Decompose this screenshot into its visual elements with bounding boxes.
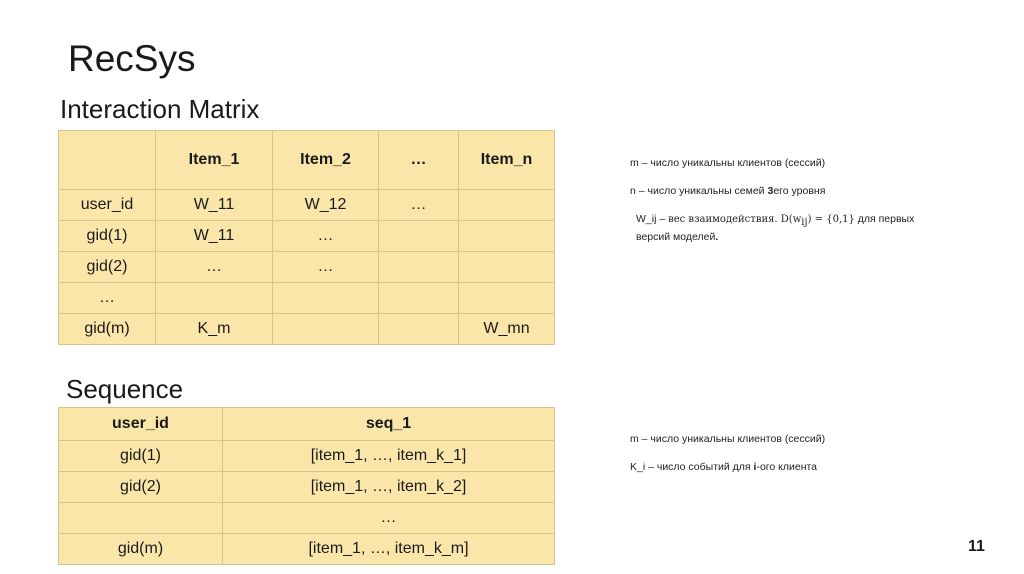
table-cell: gid(1)	[59, 221, 156, 252]
table-cell: gid(2)	[59, 252, 156, 283]
table-row	[59, 472, 555, 503]
table-cell	[273, 283, 379, 314]
matrix-notes	[630, 156, 960, 258]
table-cell: …	[156, 252, 273, 283]
table-cell: …	[273, 221, 379, 252]
page-number: 11	[968, 538, 985, 555]
header-cell: Item_2	[273, 131, 379, 190]
interaction-matrix-table	[58, 130, 555, 345]
header-cell	[59, 131, 156, 190]
table-cell: [item_1, …, item_k_2]	[223, 472, 555, 503]
table-cell: gid(1)	[59, 441, 223, 472]
header-cell: seq_1	[223, 408, 555, 441]
table-cell	[459, 283, 555, 314]
header-cell: Item_1	[156, 131, 273, 190]
table-cell: W_mn	[459, 314, 555, 345]
sequence-notes	[630, 432, 960, 488]
table-row	[59, 190, 555, 221]
table-cell	[379, 221, 459, 252]
table-cell: [item_1, …, item_k_m]	[223, 534, 555, 565]
table-cell	[379, 252, 459, 283]
table-row	[59, 503, 555, 534]
interaction-matrix-heading: Interaction Matrix	[60, 94, 260, 124]
table-header-row	[59, 408, 555, 441]
table-cell	[459, 221, 555, 252]
table-cell: gid(m)	[59, 534, 223, 565]
table-cell: K_m	[156, 314, 273, 345]
sequence-table	[58, 407, 555, 565]
table-row	[59, 283, 555, 314]
table-cell	[156, 283, 273, 314]
table-cell: W_12	[273, 190, 379, 221]
note-m: m – число уникальны клиентов (сессий)	[630, 433, 826, 445]
table-cell	[59, 503, 223, 534]
table-cell	[273, 314, 379, 345]
table-cell	[379, 314, 459, 345]
table-cell	[459, 190, 555, 221]
table-row	[59, 534, 555, 565]
table-cell	[379, 283, 459, 314]
table-cell: …	[223, 503, 555, 534]
header-cell: user_id	[59, 408, 223, 441]
note-m: m – число уникальны клиентов (сессий)	[630, 157, 826, 169]
slide-title: RecSys	[68, 38, 196, 79]
table-cell: …	[59, 283, 156, 314]
table-header-row	[59, 131, 555, 190]
table-row	[59, 441, 555, 472]
table-cell	[459, 252, 555, 283]
table-cell: …	[379, 190, 459, 221]
table-cell: gid(2)	[59, 472, 223, 503]
sequence-heading: Sequence	[66, 374, 184, 404]
table-cell: …	[273, 252, 379, 283]
header-cell: …	[379, 131, 459, 190]
table-cell: user_id	[59, 190, 156, 221]
table-cell: gid(m)	[59, 314, 156, 345]
note-w: W_ij – вес взаимодействия. $D(w_{ij}) = \{0,1\}$ для первых версий моделей.	[636, 213, 915, 243]
table-cell: W_11	[156, 221, 273, 252]
table-row	[59, 314, 555, 345]
note-k: K_i – число событий для i-ого клиента	[630, 461, 818, 474]
note-n: n – число уникальны семей 3его уровня	[630, 185, 826, 198]
table-cell: [item_1, …, item_k_1]	[223, 441, 555, 472]
table-cell: W_11	[156, 190, 273, 221]
table-row	[59, 252, 555, 283]
table-row	[59, 221, 555, 252]
header-cell: Item_n	[459, 131, 555, 190]
